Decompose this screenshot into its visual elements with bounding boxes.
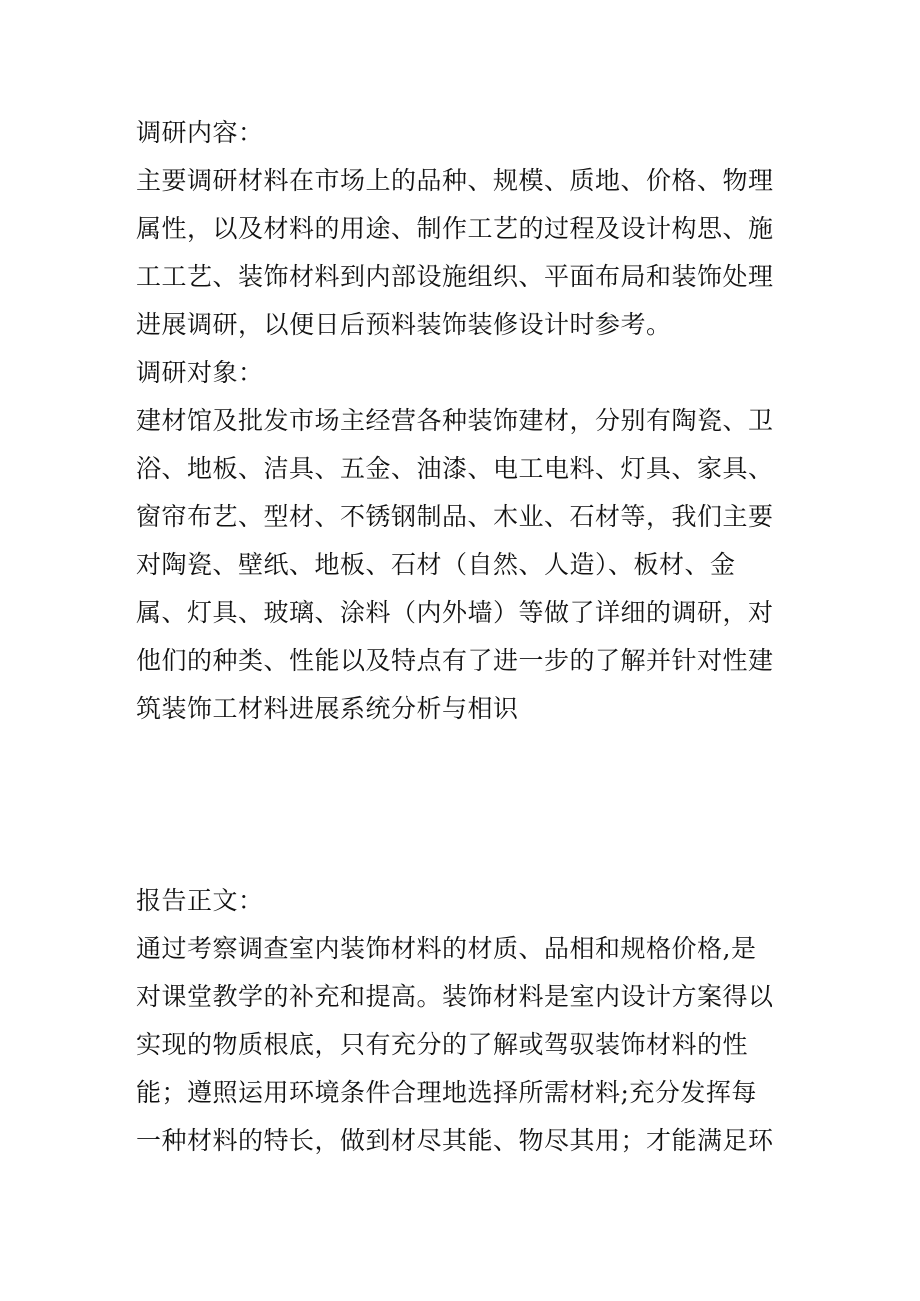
- paragraph-line: 实现的物质根底，只有充分的了解或驾驭装饰材料的性: [136, 1030, 749, 1059]
- paragraph-line: 筑装饰工材料进展系统分析与相识: [136, 694, 519, 723]
- research-section: [136, 109, 796, 733]
- paragraph-line: 对课堂教学的补充和提高。装饰材料是室内设计方案得以: [136, 982, 774, 1011]
- paragraph-line: 通过考察调查室内装饰材料的材质、品相和规格价格,是: [136, 934, 757, 963]
- paragraph-line: 窗帘布艺、型材、不锈钢制品、木业、石材等，我们主要: [136, 502, 774, 531]
- report-body-section: [136, 877, 796, 1165]
- paragraph-line: 能；遵照运用环境条件合理地选择所需材料;充分发挥每: [136, 1078, 757, 1107]
- paragraph-line: 进展调研，以便日后预料装饰装修设计时参考。: [136, 310, 672, 339]
- heading-report-body: 报告正文：: [136, 886, 264, 915]
- paragraph-line: 建材馆及批发市场主经营各种装饰建材，分别有陶瓷、卫: [136, 406, 774, 435]
- heading-research-object: 调研对象：: [136, 358, 264, 387]
- paragraph-line: 工工艺、装饰材料到内部设施组织、平面布局和装饰处理: [136, 262, 774, 291]
- paragraph-line: 一种材料的特长，做到材尽其能、物尽其用；才能满足环: [136, 1126, 774, 1155]
- paragraph-line: 他们的种类、性能以及特点有了进一步的了解并针对性建: [136, 646, 774, 675]
- paragraph-line: 主要调研材料在市场上的品种、规模、质地、价格、物理: [136, 166, 774, 195]
- paragraph-line: 属、灯具、玻璃、涂料（内外墙）等做了详细的调研，对: [136, 598, 774, 627]
- heading-research-content: 调研内容：: [136, 118, 264, 147]
- paragraph-line: 属性，以及材料的用途、制作工艺的过程及设计构思、施: [136, 214, 774, 243]
- paragraph-line: 浴、地板、洁具、五金、油漆、电工电料、灯具、家具、: [136, 454, 774, 483]
- paragraph-line: 对陶瓷、壁纸、地板、石材（自然、人造）、板材、金: [136, 550, 736, 579]
